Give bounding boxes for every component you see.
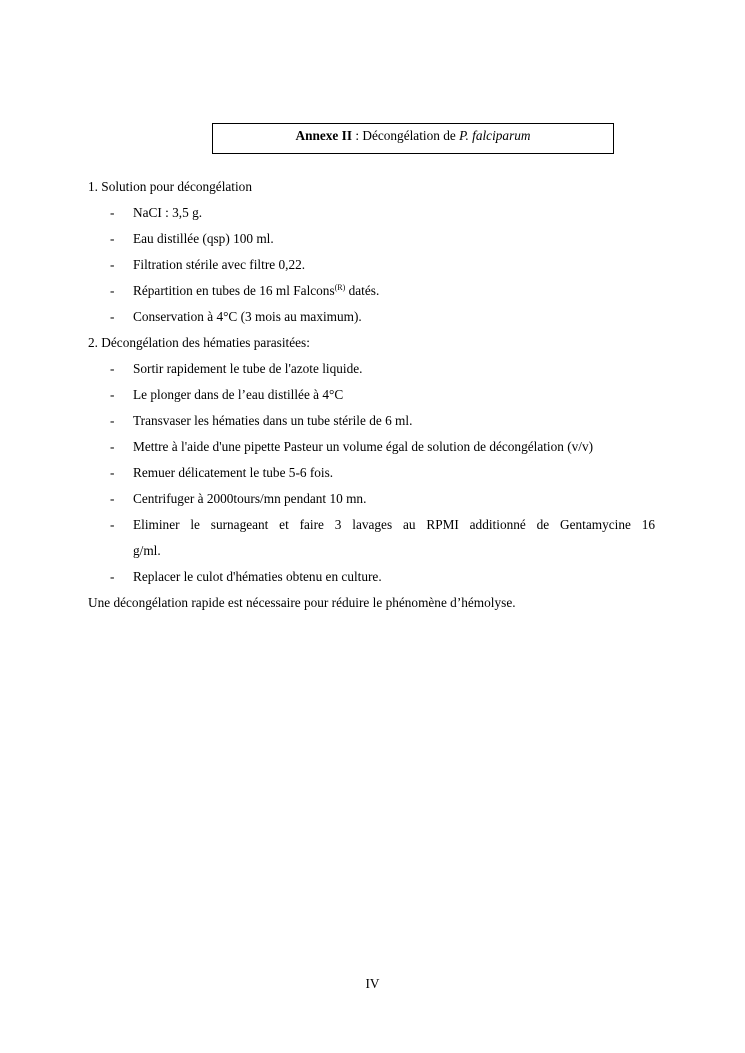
list-item: Mettre à l'aide d'une pipette Pasteur un volume égal de solution de décongélation (v/v) [133,439,594,454]
list-item: Centrifuger à 2000tours/mn pendant 10 mn. [133,491,367,506]
bullet-dash: - [110,387,115,402]
bullet-dash: - [110,231,115,246]
bullet-dash: - [110,309,115,324]
registered-mark: (R) [334,283,346,292]
falcons-suffix: datés. [345,283,380,298]
conclusion-text: Une décongélation rapide est nécessaire pour réduire le phénomène d’hémolyse. [88,595,516,610]
annex-title-box [212,123,614,154]
list-item: Transvaser les hématies dans un tube stérile de 6 ml. [133,413,413,428]
annex-title-text: : Décongélation de [352,128,460,143]
bullet-dash: - [110,283,115,298]
list-item-eliminer-continuation: g/ml. [133,543,161,558]
list-item-eliminer: Eliminer le surnageant et faire 3 lavages au RPMI additionné de Gentamycine 16 [133,517,655,532]
falcons-text: Répartition en tubes de 16 ml Falcons [133,283,335,298]
list-item: NaCI : 3,5 g. [133,205,203,220]
bullet-dash: - [110,491,115,506]
list-item: Conservation à 4°C (3 mois au maximum). [133,309,362,324]
section2-heading: 2. Décongélation des hématies parasitées: [88,335,310,350]
list-item: Remuer délicatement le tube 5-6 fois. [133,465,334,480]
list-item: Eau distillée (qsp) 100 ml. [133,231,274,246]
bullet-dash: - [110,465,115,480]
annex-label: Annexe II [295,128,353,143]
bullet-dash: - [110,205,115,220]
page-number: IV [365,976,380,991]
bullet-dash: - [110,413,115,428]
list-item: Filtration stérile avec filtre 0,22. [133,257,306,272]
bullet-dash: - [110,439,115,454]
section1-heading: 1. Solution pour décongélation [88,179,252,194]
bullet-dash: - [110,257,115,272]
bullet-dash: - [110,361,115,376]
list-item-falcons [133,283,379,299]
bullet-dash: - [110,517,115,532]
list-item: Replacer le culot d'hématies obtenu en culture. [133,569,382,584]
list-item: Sortir rapidement le tube de l'azote liquide. [133,361,363,376]
bullet-dash: - [110,569,115,584]
annex-title-species: P. falciparum [459,128,531,143]
list-item: Le plonger dans de l’eau distillée à 4°C [133,387,344,402]
